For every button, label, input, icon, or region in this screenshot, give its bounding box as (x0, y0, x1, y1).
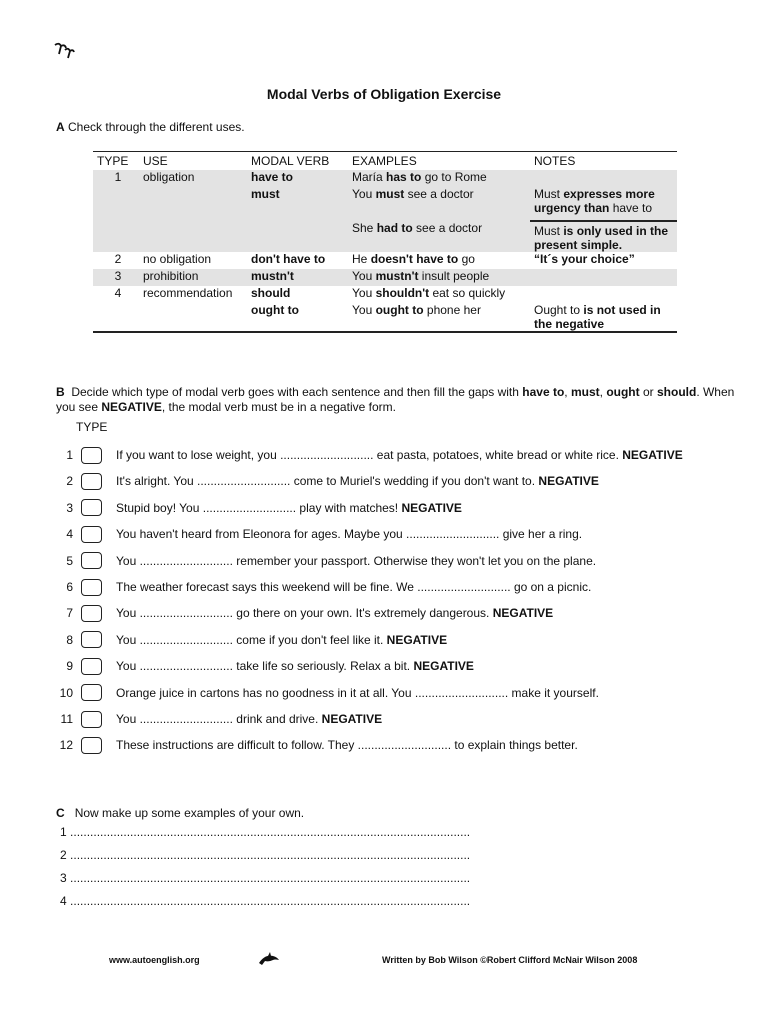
verb-cell: must (247, 187, 348, 221)
note-part: expresses more urgency than (534, 187, 655, 215)
note-cell (530, 187, 677, 221)
note-cell (530, 303, 677, 332)
question-number: 9 (66, 659, 73, 674)
section-b-instruction (56, 385, 746, 415)
example-line-number: 2 (60, 848, 67, 862)
type-answer-box[interactable] (81, 605, 102, 622)
example-part: You (352, 187, 376, 201)
question-number: 5 (66, 553, 73, 568)
question-item (56, 471, 599, 491)
note-part: Must (534, 224, 561, 238)
type-cell (93, 187, 139, 221)
example-line-number: 1 (60, 825, 67, 839)
example-part: doesn't have to (370, 252, 459, 266)
question-item (56, 445, 683, 465)
note-part: is only used in the present simple. (534, 224, 669, 252)
use-cell (139, 221, 247, 252)
type-answer-box[interactable] (81, 552, 102, 569)
type-answer-box[interactable] (81, 579, 102, 596)
example-part: must (375, 187, 405, 201)
footer-credit: Written by Bob Wilson ©Robert Clifford McNair Wilson 2008 (382, 955, 638, 965)
example-part: eat so quickly (429, 286, 506, 300)
question-sentence: It's alright. You ............................ come to Muriel's wedding if you don't want to. (116, 474, 536, 489)
example-part: You (352, 303, 376, 317)
example-line-dots: ........................................................................................................................ (70, 871, 471, 885)
verb-cell: have to (247, 170, 348, 187)
question-number: 7 (66, 606, 73, 621)
question-item (56, 524, 582, 544)
modal-uses-table (93, 151, 677, 333)
negative-marker: NEGATIVE (386, 632, 448, 647)
verb-cell: should (251, 286, 291, 300)
question-text (116, 448, 683, 462)
type-cell (93, 303, 139, 332)
question-text (116, 633, 447, 647)
note-cell (530, 170, 677, 187)
example-cell (348, 303, 530, 332)
example-part: shouldn't (375, 286, 430, 300)
note-cell (530, 269, 677, 286)
question-text (116, 580, 591, 594)
note-part: Must (534, 187, 561, 201)
use-cell: recommendation (143, 286, 233, 300)
instruction-part: or (639, 385, 657, 399)
instruction-part: should (656, 385, 697, 399)
question-item (56, 656, 474, 676)
question-text (116, 606, 553, 620)
example-line-number: 4 (60, 894, 67, 908)
type-column-label: TYPE (76, 420, 108, 434)
question-text (116, 686, 599, 700)
section-c-instruction: Now make up some examples of your own. (74, 806, 305, 820)
note-cell (530, 252, 677, 269)
example-part: He (352, 252, 371, 266)
question-number: 3 (66, 500, 73, 515)
type-answer-box[interactable] (81, 526, 102, 543)
instruction-part: ought (606, 385, 640, 399)
table-header-cell: MODAL VERB (251, 154, 330, 168)
type-cell: 2 (114, 252, 122, 266)
dolphin-icon (257, 951, 281, 967)
instruction-part: have to (522, 385, 565, 399)
question-number: 12 (59, 738, 73, 753)
example-part: mustn't (375, 269, 419, 283)
type-answer-box[interactable] (81, 447, 102, 464)
table-row (93, 252, 677, 269)
table-header-cell: USE (143, 154, 168, 168)
example-part: María (352, 170, 387, 184)
question-item (56, 577, 591, 597)
page-title: Modal Verbs of Obligation Exercise (266, 86, 502, 102)
use-cell (139, 187, 247, 221)
instruction-part: , the modal verb must be in a negative form. (161, 400, 396, 414)
question-item (56, 603, 553, 623)
question-item (56, 551, 596, 571)
example-part: You (352, 286, 376, 300)
note-part: Ought to (534, 303, 581, 317)
question-text (116, 659, 474, 673)
use-cell: no obligation (143, 252, 212, 266)
table-row (93, 187, 677, 221)
question-text (116, 474, 599, 488)
table-row (93, 269, 677, 286)
question-number: 11 (60, 712, 73, 726)
negative-marker: NEGATIVE (401, 500, 462, 515)
example-part: go to Rome (421, 170, 487, 184)
question-item (56, 630, 447, 650)
table-row (93, 286, 677, 303)
table-header-row (93, 152, 677, 171)
instruction-part: , (564, 385, 571, 399)
type-answer-box[interactable] (81, 737, 102, 754)
question-sentence: You ............................ remember your passport. Otherwise they won't let you on the plane. (116, 553, 597, 568)
question-sentence: If you want to lose weight, you ............................ eat pasta, potatoes, white bread or white rice. (116, 448, 619, 462)
question-number: 8 (66, 632, 73, 647)
note-cell (530, 221, 677, 252)
section-c-heading (56, 806, 304, 820)
section-b-letter: B (56, 385, 65, 399)
instruction-part: Decide which type of modal verb goes with each sentence and then fill the gaps with (71, 385, 523, 399)
negative-marker: NEGATIVE (492, 606, 554, 621)
type-cell (93, 221, 139, 252)
question-sentence: You ............................ take life so seriously. Relax a bit. (116, 659, 411, 674)
question-text (116, 738, 578, 752)
example-line-dots: ........................................................................................................................ (70, 894, 471, 908)
question-sentence: You ............................ drink and drive. (116, 712, 319, 726)
example-cell (348, 269, 530, 286)
type-answer-box[interactable] (81, 684, 102, 701)
example-line[interactable] (60, 825, 470, 839)
question-item (56, 683, 599, 703)
table-row (93, 221, 677, 252)
question-number: 4 (66, 527, 73, 542)
question-number: 6 (66, 580, 73, 594)
question-number: 1 (66, 448, 73, 462)
question-item (56, 735, 578, 755)
question-sentence: You ............................ come if you don't feel like it. (116, 632, 384, 647)
example-cell (348, 252, 530, 269)
type-cell: 1 (93, 170, 139, 187)
type-answer-box[interactable] (81, 499, 102, 516)
question-sentence: Orange juice in cartons has no goodness in it at all. You ............................ make it yourself. (116, 685, 599, 700)
example-cell (348, 221, 530, 252)
example-part: ought to (375, 303, 424, 317)
verb-cell: mustn't (247, 269, 348, 286)
type-answer-box[interactable] (81, 711, 102, 728)
verb-cell (247, 221, 348, 252)
type-answer-box[interactable] (81, 658, 102, 675)
table-row (93, 303, 677, 332)
example-cell (348, 187, 530, 221)
negative-marker: NEGATIVE (622, 448, 683, 462)
example-part: insult people (418, 269, 490, 283)
question-number: 10 (59, 685, 73, 700)
use-cell (139, 303, 247, 332)
negative-marker: NEGATIVE (413, 659, 474, 674)
example-cell (348, 170, 530, 187)
table-header-cell: NOTES (534, 154, 576, 168)
note-cell (530, 286, 677, 303)
question-text (116, 712, 382, 726)
type-answer-box[interactable] (81, 473, 102, 490)
type-cell: 3 (93, 269, 139, 286)
verb-cell: ought to (251, 303, 299, 317)
table-row (93, 170, 677, 187)
section-c-letter: C (56, 806, 65, 820)
use-cell: obligation (139, 170, 247, 187)
example-line-dots: ........................................................................................................................ (70, 848, 471, 862)
question-sentence: You ............................ go there on your own. It's extremely dangerous. (116, 606, 490, 621)
example-cell (348, 286, 530, 303)
example-line-number: 3 (60, 871, 67, 885)
example-part: had to (376, 221, 413, 235)
question-text (116, 527, 582, 541)
example-part: She (352, 221, 377, 235)
footer-website: www.autoenglish.org (109, 955, 200, 965)
instruction-part: . When you see (56, 385, 735, 414)
negative-marker: NEGATIVE (538, 474, 599, 489)
example-part: go (458, 252, 475, 266)
bird-logo-icon (53, 40, 75, 60)
question-item (56, 709, 382, 729)
example-line[interactable] (60, 871, 470, 885)
question-sentence: These instructions are difficult to follow. They ............................ to explain things better. (116, 738, 578, 753)
type-answer-box[interactable] (81, 631, 102, 648)
note-part: is not used in the negative (534, 303, 661, 331)
table-header-cell: EXAMPLES (352, 154, 417, 168)
example-part: phone her (423, 303, 481, 317)
verb-cell: don't have to (251, 252, 326, 266)
note-part: have to (612, 201, 653, 215)
question-text (116, 501, 462, 515)
instruction-part: , (599, 385, 607, 399)
use-cell: prohibition (139, 269, 247, 286)
section-a-heading (56, 120, 245, 134)
example-part: see a doctor (412, 221, 483, 235)
question-text (116, 554, 596, 568)
instruction-part: must (570, 385, 600, 399)
example-line[interactable] (60, 894, 470, 908)
example-part: has to (386, 170, 422, 184)
example-line-dots: ........................................................................................................................ (70, 825, 471, 839)
question-sentence: The weather forecast says this weekend will be fine. We ............................ go on a picnic. (116, 580, 592, 594)
example-line[interactable] (60, 848, 470, 862)
question-sentence: Stupid boy! You ............................ play with matches! (116, 500, 399, 515)
negative-marker: NEGATIVE (321, 712, 383, 726)
question-number: 2 (66, 474, 73, 489)
example-part: You (352, 269, 376, 283)
table-header-cell: TYPE (97, 154, 129, 168)
section-a-letter: A (56, 120, 65, 134)
example-part: see a doctor (404, 187, 474, 201)
section-a-instruction: Check through the different uses. (68, 120, 245, 134)
type-cell: 4 (114, 286, 122, 300)
question-sentence: You haven't heard from Eleonora for ages. Maybe you ............................ give her a ring. (116, 527, 583, 542)
question-item (56, 498, 462, 518)
instruction-part: NEGATIVE (101, 400, 162, 414)
note-part: “It´s your choice” (534, 252, 635, 266)
